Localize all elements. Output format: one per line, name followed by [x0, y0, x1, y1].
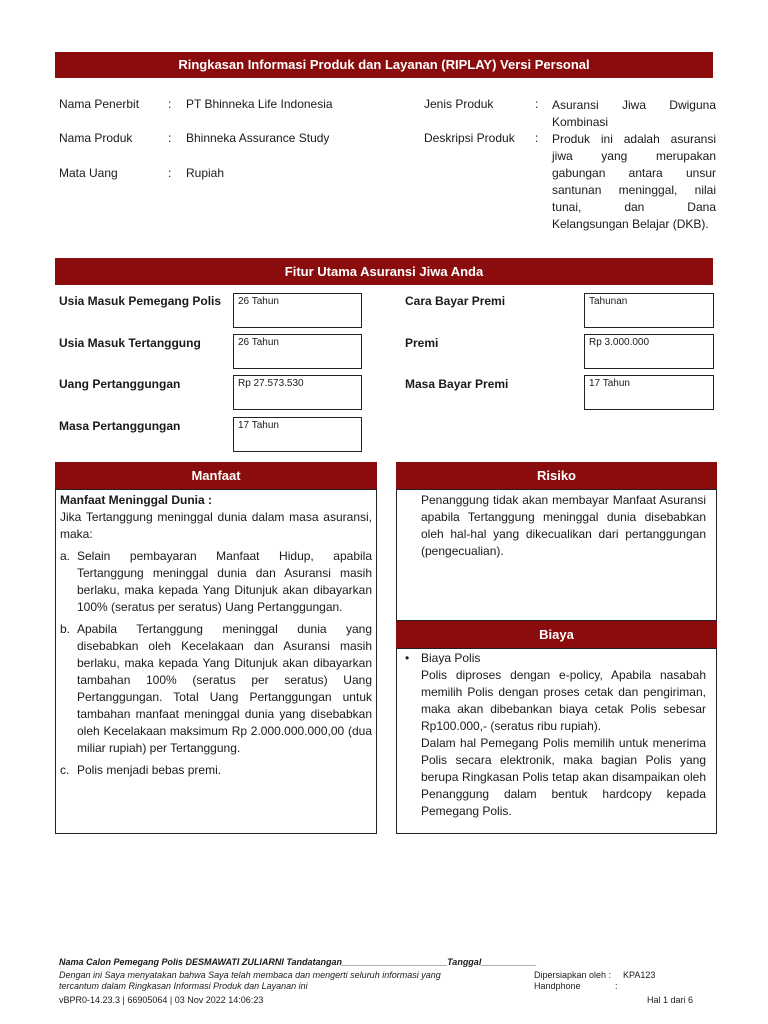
feature-value-coverage-period: 17 Tahun: [233, 417, 362, 452]
page-number: Hal 1 dari 6: [647, 995, 694, 1005]
list-marker: a.: [60, 549, 71, 563]
feature-value-sum-assured: Rp 27.573.530: [233, 375, 362, 410]
biaya-panel: [396, 648, 717, 834]
list-item: [60, 621, 372, 757]
feature-label-insured-age: Usia Masuk Tertanggung: [59, 336, 201, 350]
info-label-type: Jenis Produk: [424, 97, 494, 111]
info-label-currency: Mata Uang: [59, 166, 118, 180]
feature-value-premium: Rp 3.000.000: [584, 334, 714, 369]
feature-label-coverage-period: Masa Pertanggungan: [59, 419, 181, 433]
features-title: Fitur Utama Asuransi Jiwa Anda: [284, 264, 484, 279]
manfaat-panel: [55, 489, 377, 834]
info-colon: :: [535, 131, 539, 145]
manfaat-intro: Jika Tertanggung meninggal dunia dalam masa asuransi, maka:: [60, 510, 372, 541]
prepared-by-label: Dipersiapkan oleh :: [534, 970, 612, 980]
info-value-product: Bhinneka Assurance Study: [186, 131, 330, 145]
page-title: Ringkasan Informasi Produk dan Layanan (RIPLAY) Versi Personal: [178, 57, 590, 72]
feature-label-premium-term: Masa Bayar Premi: [405, 377, 509, 391]
manfaat-list: [60, 548, 372, 779]
info-value-description: Produk ini adalah asuransi jiwa yang merupakan gabungan antara unsur santunan meninggal, nilai tunai, dan Dana Kelangsungan Belajar (DKB).: [552, 132, 716, 231]
biaya-para-2: Dalam hal Pemegang Polis memilih untuk menerima Polis secara elektronik, maka bagian Polis yang berupa Ringkasan Polis tetap akan disampaikan oleh Penanggung dalam bentuk hardcopy kepada Pemegang Polis.: [421, 736, 706, 818]
signature-line: Nama Calon Pemegang Polis DESMAWATI ZULIARNI Tandatangan_____________________Tanggal___________: [59, 957, 537, 967]
list-marker: c.: [60, 763, 70, 777]
info-colon: :: [168, 131, 172, 145]
biaya-title: Biaya: [539, 627, 574, 642]
list-item-text: Polis menjadi bebas premi.: [77, 763, 222, 777]
biaya-item-title: Biaya Polis: [421, 651, 481, 665]
document-reference: vBPR0-14.23.3 | 66905064 | 03 Nov 2022 14:06:23: [59, 995, 264, 1005]
list-item: [60, 548, 372, 616]
declaration-line-1: Dengan ini Saya menyatakan bahwa Saya telah membaca dan mengerti seluruh informasi yang: [59, 970, 441, 980]
feature-value-insured-age: 26 Tahun: [233, 334, 362, 369]
info-label-description: Deskripsi Produk: [424, 131, 515, 145]
feature-label-sum-assured: Uang Pertanggungan: [59, 377, 181, 391]
handphone-colon: :: [615, 981, 618, 991]
header-title-bar: [55, 52, 713, 78]
info-label-product: Nama Produk: [59, 131, 133, 145]
biaya-title-bar: [396, 621, 717, 648]
handphone-label: Handphone: [534, 981, 581, 991]
feature-label-policyholder-age: Usia Masuk Pemegang Polis: [59, 294, 222, 308]
risiko-title: Risiko: [536, 468, 576, 483]
manfaat-title: Manfaat: [191, 468, 241, 483]
feature-value-policyholder-age: 26 Tahun: [233, 293, 362, 328]
features-title-bar: [55, 258, 713, 285]
feature-value-premium-term: 17 Tahun: [584, 375, 714, 410]
biaya-para-1: Polis diproses dengan e-policy, Apabila nasabah memilih Polis dengan proses cetak dan pengiriman, maka akan dibebankan biaya cetak Polis sebesar Rp100.000,- (seratus ribu rupiah).: [421, 668, 706, 733]
info-label-issuer: Nama Penerbit: [59, 97, 140, 111]
risiko-text: Penanggung tidak akan membayar Manfaat Asuransi apabila Tertanggung meninggal dunia disebabkan oleh hal-hal yang dikecualikan dari pertanggungan (pengecualian).: [421, 493, 706, 558]
info-colon: :: [535, 97, 539, 111]
prepared-by-value: KPA123: [623, 970, 656, 980]
info-value-issuer: PT Bhinneka Life Indonesia: [186, 97, 333, 111]
manfaat-title-bar: [55, 462, 377, 489]
list-item: [60, 762, 372, 779]
bullet-icon: •: [405, 651, 410, 665]
declaration-line-2: tercantum dalam Ringkasan Informasi Produk dan Layanan ini: [59, 981, 308, 991]
list-item-text: Apabila Tertanggung meninggal dunia yang disebabkan oleh Kecelakaan dan Asuransi masih berlaku, maka kepada Yang Ditunjuk akan dibayarkan tambahan 100% (seratus per seratus) Uang Pertanggungan. Total Uang Pertanggungan untuk tambahan manfaat meninggal dunia yang disebabkan oleh Kecelakaan maksimum Rp 2.000.000.000,00 (dua miliar rupiah) per Tertanggung.: [77, 622, 372, 755]
feature-value-payment-mode: Tahunan: [584, 293, 714, 328]
feature-label-premium: Premi: [405, 336, 439, 350]
info-colon: :: [168, 166, 172, 180]
manfaat-subtitle: Manfaat Meninggal Dunia :: [60, 493, 213, 507]
list-item-text: Selain pembayaran Manfaat Hidup, apabila Tertanggung meninggal dunia dan Asuransi masih berlaku, maka kepada Yang Ditunjuk akan dibayarkan 100% (seratus per seratus) Uang Pertanggungan.: [77, 549, 372, 614]
info-value-currency: Rupiah: [186, 166, 225, 180]
risiko-panel: [396, 489, 717, 621]
info-colon: :: [168, 97, 172, 111]
feature-label-payment-mode: Cara Bayar Premi: [405, 294, 506, 308]
info-value-type: Asuransi Jiwa Dwiguna Kombinasi: [552, 98, 716, 129]
list-marker: b.: [60, 622, 71, 636]
risiko-title-bar: [396, 462, 717, 489]
